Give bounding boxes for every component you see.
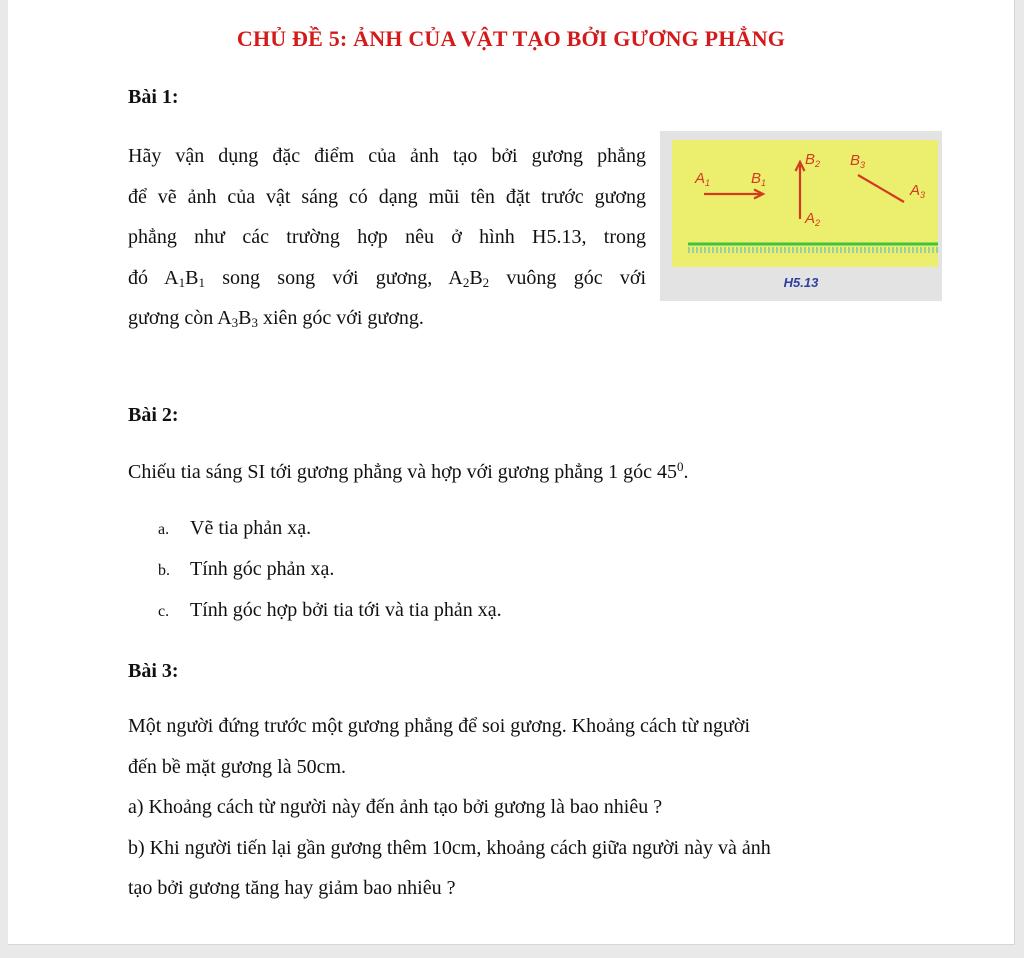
label-a3: $A_3$ (910, 182, 926, 200)
mirror-diagram (660, 131, 942, 301)
list-marker: a. (158, 521, 170, 538)
bai1-heading: Bài 1: (128, 86, 179, 108)
bai3-question-b-cont: tạo bởi gương tăng hay giảm bao nhiêu ? (128, 877, 456, 899)
list-marker: b. (158, 562, 170, 579)
list-item-text: Tính góc hợp bởi tia tới và tia phản xạ. (190, 599, 502, 621)
bai3-question-a: a) Khoảng cách từ người này đến ảnh tạo bởi gương là bao nhiêu ? (128, 796, 663, 818)
bai1-line-1: Hãy vận dụng đặc điểm của ảnh tạo bởi gương phẳng (128, 145, 646, 167)
bai1-paragraph (128, 136, 646, 298)
bai3-paragraph (128, 706, 918, 909)
page-title: CHỦ ĐỀ 5: ẢNH CỦA VẬT TẠO BỞI GƯƠNG PHẲNG (236, 26, 786, 51)
list-item-text: Vẽ tia phản xạ. (190, 517, 312, 539)
bai3-question-b: b) Khi người tiến lại gần gương thêm 10cm, khoảng cách giữa người này và ảnh (128, 836, 771, 859)
bai1-line-3: phẳng như các trường hợp nêu ở hình H5.13, trong (128, 226, 646, 248)
list-marker: c. (158, 603, 170, 620)
bai3-heading: Bài 3: (128, 660, 179, 682)
label-b2: $B_2$ (805, 151, 821, 169)
list-item (158, 517, 502, 558)
bai3-line-1: Một người đứng trước một gương phẳng để soi gương. Khoảng cách từ người (128, 715, 751, 737)
bai1-last-line: gương còn $A_3B_3$ xiên góc với gương. (128, 307, 424, 330)
bai2-list (158, 517, 502, 640)
figure-h5-13 (660, 131, 942, 301)
bai2-heading: Bài 2: (128, 404, 179, 426)
label-a2: $A_2$ (805, 210, 821, 228)
bai3-line-2: đến bề mặt gương là 50cm. (128, 755, 347, 778)
label-a1: $A_1$ (695, 170, 711, 188)
document-page (8, 0, 1015, 945)
bai1-line-2: để vẽ ảnh của vật sáng có dạng mũi tên đặt trước gương (128, 185, 646, 208)
bai2-intro: Chiếu tia sáng SI tới gương phẳng và hợp với gương phẳng 1 góc $45^0$. (128, 459, 689, 483)
figure-caption: H5.13 (783, 275, 819, 290)
list-item (158, 599, 502, 640)
label-b3: $B_3$ (850, 152, 866, 170)
list-item-text: Tính góc phản xạ. (190, 558, 335, 580)
label-b1: $B_1$ (751, 170, 767, 188)
bai1-line-4: đó $A_1B_1$ song song với gương, $A_2B_2$ vuông góc với (128, 266, 646, 290)
list-item (158, 558, 502, 599)
